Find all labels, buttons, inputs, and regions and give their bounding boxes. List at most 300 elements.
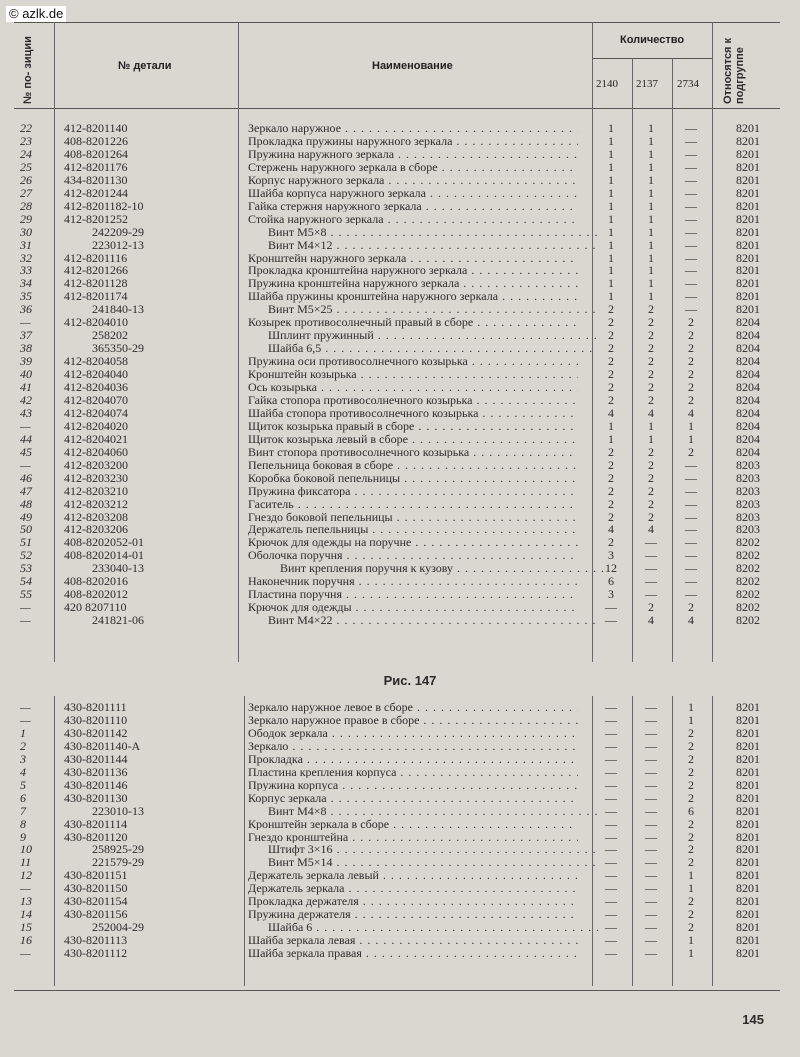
subgroup-cell: 8203: [736, 457, 760, 472]
table-row: [0, 122, 800, 135]
position-cell: 13: [20, 894, 32, 909]
table-row: [0, 908, 800, 921]
subgroup-cell: 8203: [736, 496, 760, 511]
name-cell: Пепельница боковая в сборе . . .: [248, 459, 578, 472]
part-number-cell: 223012-13: [92, 237, 144, 252]
table-row: [0, 714, 800, 727]
qty-2140-cell: —: [605, 764, 617, 779]
name-cell: Гнездо кронштейна . . .: [248, 831, 578, 844]
qty-2140-cell: 2: [608, 470, 614, 485]
qty-2137-cell: —: [645, 777, 657, 792]
table-row: [0, 290, 800, 303]
qty-2734-cell: —: [685, 133, 697, 148]
qty-2137-cell: 1: [648, 418, 654, 433]
qty-2137-cell: —: [645, 894, 657, 909]
qty-2734-cell: —: [685, 496, 697, 511]
subgroup-cell: 8201: [736, 816, 760, 831]
qty-2140-cell: 2: [608, 354, 614, 369]
qty-2734-cell: 1: [688, 868, 694, 883]
name-cell: Прокладка держателя . . .: [248, 895, 578, 908]
position-cell: 32: [20, 250, 32, 265]
qty-2140-cell: 3: [608, 548, 614, 563]
qty-2140-cell: 1: [608, 172, 614, 187]
table-row: [0, 459, 800, 472]
qty-2734-cell: 2: [688, 738, 694, 753]
qty-2734-cell: 2: [688, 816, 694, 831]
table-row: [0, 342, 800, 355]
table-row: [0, 921, 800, 934]
part-number-cell: 233040-13: [92, 561, 144, 576]
part-number-cell: 365350-29: [92, 341, 144, 356]
part-number-cell: 408-8201226: [64, 133, 128, 148]
position-cell: 41: [20, 380, 32, 394]
table-row: [0, 200, 800, 213]
qty-2734-cell: 1: [688, 946, 694, 961]
qty-2140-cell: —: [605, 725, 617, 740]
qty-2734-cell: —: [685, 121, 697, 135]
qty-2140-cell: —: [605, 894, 617, 909]
table-row: [0, 740, 800, 753]
part-number-cell: 412-8204020: [64, 418, 128, 433]
part-number-cell: 430-8201114: [64, 816, 128, 831]
table-row: [0, 511, 800, 524]
table-row: [0, 549, 800, 562]
qty-2734-cell: 2: [688, 341, 694, 356]
part-number-cell: 412-8201116: [64, 250, 128, 265]
qty-2140-cell: —: [605, 816, 617, 831]
position-cell: —: [20, 881, 31, 896]
position-cell: 42: [20, 392, 32, 407]
table-row: [0, 575, 800, 588]
qty-2140-cell: 1: [608, 289, 614, 304]
position-cell: 33: [20, 263, 32, 278]
qty-2734-cell: 1: [688, 881, 694, 896]
part-number-cell: 412-8204060: [64, 444, 128, 459]
part-number-cell: 258925-29: [92, 842, 144, 857]
qty-2734-cell: —: [685, 250, 697, 265]
qty-2140-cell: 1: [608, 185, 614, 200]
qty-2734-cell: 2: [688, 764, 694, 779]
qty-2140-cell: 2: [608, 341, 614, 356]
table-row: [0, 264, 800, 277]
qty-2140-cell: 2: [608, 392, 614, 407]
subgroup-cell: 8202: [736, 561, 760, 576]
name-cell: Прокладка пружины наружного зеркала . . .: [248, 135, 578, 148]
qty-2137-cell: —: [645, 574, 657, 589]
position-cell: 49: [20, 509, 32, 524]
name-cell: Держатель зеркала левый . . .: [248, 869, 578, 882]
qty-2734-cell: 2: [688, 842, 694, 857]
subgroup-cell: 8201: [736, 172, 760, 187]
subgroup-cell: 8201: [736, 764, 760, 779]
subgroup-cell: 8201: [736, 133, 760, 148]
name-cell: Шайба стопора противосолнечного козырька . . .: [248, 407, 578, 420]
header-position: № по- зиции: [22, 36, 34, 104]
qty-2137-cell: 2: [648, 315, 654, 330]
position-cell: 39: [20, 354, 32, 369]
table-row: [0, 934, 800, 947]
part-number-cell: 412-8203230: [64, 470, 128, 485]
qty-2137-cell: 1: [648, 172, 654, 187]
subgroup-cell: 8203: [736, 509, 760, 524]
table-row: [0, 485, 800, 498]
qty-2140-cell: —: [605, 777, 617, 792]
qty-2140-cell: 1: [608, 198, 614, 213]
qty-2140-cell: —: [605, 700, 617, 714]
qty-2137-cell: —: [645, 587, 657, 602]
position-cell: 11: [20, 855, 32, 870]
name-cell: Зеркало наружное левое в сборе . . .: [248, 701, 578, 714]
name-cell: Пружина наружного зеркала . . .: [248, 148, 578, 161]
table-row: [0, 394, 800, 407]
subgroup-cell: 8204: [736, 354, 760, 369]
qty-2734-cell: 6: [688, 803, 694, 818]
table-row: [0, 947, 800, 960]
qty-2140-cell: —: [605, 933, 617, 948]
position-cell: 5: [20, 777, 26, 792]
position-cell: 12: [20, 868, 32, 883]
position-cell: 40: [20, 367, 32, 382]
subgroup-cell: 8204: [736, 315, 760, 330]
qty-2734-cell: —: [685, 587, 697, 602]
table-row: [0, 727, 800, 740]
name-cell: Штифт 3×16 . . .: [268, 843, 598, 856]
name-cell: Пластина поручня . . .: [248, 588, 578, 601]
subgroup-cell: 8201: [736, 159, 760, 174]
qty-2734-cell: —: [685, 574, 697, 589]
table-row: [0, 843, 800, 856]
qty-2140-cell: 2: [608, 496, 614, 511]
header-top-rule: [14, 22, 780, 23]
subgroup-cell: 8201: [736, 250, 760, 265]
qty-2734-cell: —: [685, 302, 697, 317]
qty-2137-cell: 1: [648, 121, 654, 135]
subgroup-cell: 8201: [736, 725, 760, 740]
qty-2140-cell: 4: [608, 522, 614, 537]
qty-2137-cell: —: [645, 881, 657, 896]
table-row: [0, 869, 800, 882]
qty-2140-cell: —: [605, 613, 617, 628]
table-row: [0, 753, 800, 766]
position-cell: 16: [20, 933, 32, 948]
subgroup-cell: 8201: [736, 185, 760, 200]
qty-2140-cell: 3: [608, 587, 614, 602]
subgroup-cell: 8204: [736, 405, 760, 420]
qty-2137-cell: —: [645, 803, 657, 818]
subgroup-cell: 8201: [736, 289, 760, 304]
qty-2734-cell: —: [685, 535, 697, 550]
subgroup-cell: 8201: [736, 263, 760, 278]
position-cell: 25: [20, 159, 32, 174]
part-number-cell: 420 8207110: [64, 600, 127, 615]
subgroup-cell: 8201: [736, 121, 760, 135]
position-cell: 22: [20, 121, 32, 135]
table-row: [0, 792, 800, 805]
qty-2140-cell: —: [605, 855, 617, 870]
position-cell: —: [20, 712, 31, 727]
qty-2734-cell: 2: [688, 920, 694, 935]
part-number-cell: 241840-13: [92, 302, 144, 317]
name-cell: Ободок зеркала . . .: [248, 727, 578, 740]
position-cell: 15: [20, 920, 32, 935]
qty-2734-cell: 2: [688, 829, 694, 844]
qty-2734-cell: —: [685, 185, 697, 200]
position-cell: 31: [20, 237, 32, 252]
qty-2734-cell: 2: [688, 790, 694, 805]
qty-2734-cell: 1: [688, 431, 694, 446]
qty-2734-cell: 2: [688, 600, 694, 615]
name-cell: Винт M4×12 . . .: [268, 239, 598, 252]
position-cell: 45: [20, 444, 32, 459]
name-cell: Зеркало наружное . . .: [248, 122, 578, 135]
name-cell: Гаситель . . .: [248, 498, 578, 511]
subgroup-cell: 8201: [736, 933, 760, 948]
part-number-cell: 430-8201113: [64, 933, 128, 948]
table-row: [0, 562, 800, 575]
subgroup-cell: 8204: [736, 431, 760, 446]
header-part-number: № детали: [118, 60, 172, 72]
qty-2137-cell: 2: [648, 367, 654, 382]
qty-2140-cell: 2: [608, 457, 614, 472]
subgroup-cell: 8204: [736, 444, 760, 459]
qty-2734-cell: 2: [688, 894, 694, 909]
name-cell: Винт M5×25 . . .: [268, 303, 598, 316]
part-number-cell: 412-8204021: [64, 431, 128, 446]
subgroup-cell: 8202: [736, 535, 760, 550]
qty-2137-cell: 1: [648, 211, 654, 226]
qty-2140-cell: —: [605, 907, 617, 922]
qty-2137-cell: 1: [648, 276, 654, 291]
subgroup-cell: 8203: [736, 483, 760, 498]
page-bottom-rule: [14, 990, 780, 991]
table-row: [0, 368, 800, 381]
qty-2734-cell: —: [685, 159, 697, 174]
part-number-cell: 412-8203208: [64, 509, 128, 524]
name-cell: Зеркало . . .: [248, 740, 578, 753]
figure-caption: Рис. 147: [383, 673, 437, 688]
part-number-cell: 412-8204074: [64, 405, 128, 420]
table-row: [0, 701, 800, 714]
part-number-cell: 430-8201142: [64, 725, 128, 740]
subgroup-cell: 8201: [736, 224, 760, 239]
table-row: [0, 498, 800, 511]
qty-2137-cell: —: [645, 738, 657, 753]
table-row: [0, 226, 800, 239]
qty-2137-cell: —: [645, 829, 657, 844]
part-number-cell: 430-8201154: [64, 894, 128, 909]
part-number-cell: 412-8203206: [64, 522, 128, 537]
qty-2140-cell: —: [605, 868, 617, 883]
header-bottom-rule: [14, 108, 780, 109]
name-cell: Пластина крепления корпуса . . .: [248, 766, 578, 779]
qty-2137-cell: 1: [648, 289, 654, 304]
qty-2140-cell: 6: [608, 574, 614, 589]
position-cell: 29: [20, 211, 32, 226]
position-cell: 14: [20, 907, 32, 922]
position-cell: 24: [20, 146, 32, 161]
qty-2140-cell: 1: [608, 250, 614, 265]
name-cell: Шайба корпуса наружного зеркала . . .: [248, 187, 578, 200]
part-number-cell: 408-8202016: [64, 574, 128, 589]
qty-2137-cell: 1: [648, 146, 654, 161]
qty-2137-cell: —: [645, 946, 657, 961]
qty-2137-cell: 1: [648, 224, 654, 239]
name-cell: Шайба 6,5 . . .: [268, 342, 598, 355]
subgroup-cell: 8204: [736, 418, 760, 433]
name-cell: Коробка боковой пепельницы . . .: [248, 472, 578, 485]
table-row: [0, 316, 800, 329]
qty-2137-cell: —: [645, 725, 657, 740]
header-qty-2140: 2140: [596, 78, 618, 90]
qty-2140-cell: 2: [608, 535, 614, 550]
table-row: [0, 433, 800, 446]
table-row: [0, 174, 800, 187]
position-cell: 48: [20, 496, 32, 511]
table-row: [0, 831, 800, 844]
qty-2137-cell: 1: [648, 198, 654, 213]
qty-2137-cell: —: [645, 816, 657, 831]
position-cell: 46: [20, 470, 32, 485]
table-row: [0, 277, 800, 290]
qty-2140-cell: 1: [608, 263, 614, 278]
position-cell: 28: [20, 198, 32, 213]
qty-2734-cell: —: [685, 522, 697, 537]
table-row: [0, 805, 800, 818]
position-cell: 44: [20, 431, 32, 446]
qty-2734-cell: —: [685, 509, 697, 524]
name-cell: Пружина фиксатора . . .: [248, 485, 578, 498]
subgroup-cell: 8201: [736, 920, 760, 935]
qty-2137-cell: —: [645, 868, 657, 883]
subgroup-cell: 8201: [736, 198, 760, 213]
qty-2140-cell: 2: [608, 444, 614, 459]
qty-2137-cell: 4: [648, 405, 654, 420]
name-cell: Винт крепления поручня к кузову . . .: [280, 562, 610, 575]
qty-subheader-rule: [592, 58, 712, 59]
name-cell: Винт M4×8 . . .: [268, 805, 598, 818]
position-cell: 52: [20, 548, 32, 563]
table-row: [0, 187, 800, 200]
qty-2137-cell: 2: [648, 600, 654, 615]
qty-2137-cell: —: [645, 751, 657, 766]
part-number-cell: 430-8201110: [64, 712, 128, 727]
qty-2140-cell: 1: [608, 133, 614, 148]
position-cell: 3: [20, 751, 26, 766]
header-subgroup: Относятся к подгруппе: [722, 37, 746, 104]
position-cell: 53: [20, 561, 32, 576]
qty-2140-cell: —: [605, 920, 617, 935]
qty-2734-cell: —: [685, 276, 697, 291]
part-number-cell: 412-8201176: [64, 159, 128, 174]
qty-2137-cell: 2: [648, 392, 654, 407]
part-number-cell: 434-8201130: [64, 172, 128, 187]
name-cell: Держатель пепельницы . . .: [248, 523, 578, 536]
position-cell: 47: [20, 483, 32, 498]
qty-2734-cell: 2: [688, 367, 694, 382]
subgroup-cell: 8202: [736, 587, 760, 602]
qty-2140-cell: 4: [608, 405, 614, 420]
subgroup-cell: 8201: [736, 946, 760, 961]
qty-2140-cell: 2: [608, 509, 614, 524]
qty-2137-cell: —: [645, 535, 657, 550]
position-cell: 2: [20, 738, 26, 753]
table-row: [0, 472, 800, 485]
qty-2140-cell: 1: [608, 276, 614, 291]
qty-2137-cell: 2: [648, 496, 654, 511]
position-cell: 38: [20, 341, 32, 356]
part-number-cell: 242209-29: [92, 224, 144, 239]
qty-2140-cell: —: [605, 751, 617, 766]
position-cell: 23: [20, 133, 32, 148]
name-cell: Кронштейн наружного зеркала . . .: [248, 252, 578, 265]
name-cell: Щиток козырька правый в сборе . . .: [248, 420, 578, 433]
qty-2140-cell: —: [605, 738, 617, 753]
qty-2734-cell: —: [685, 470, 697, 485]
part-number-cell: 408-8202012: [64, 587, 128, 602]
part-number-cell: 430-8201156: [64, 907, 128, 922]
qty-2734-cell: —: [685, 211, 697, 226]
position-cell: 54: [20, 574, 32, 589]
table-row: [0, 161, 800, 174]
part-number-cell: 408-8202052-01: [64, 535, 144, 550]
qty-2137-cell: 2: [648, 483, 654, 498]
name-cell: Шайба пружины кронштейна наружного зеркала . . .: [248, 290, 578, 303]
name-cell: Оболочка поручня . . .: [248, 549, 578, 562]
qty-2140-cell: 2: [608, 302, 614, 317]
part-number-cell: 221579-29: [92, 855, 144, 870]
qty-2734-cell: 2: [688, 444, 694, 459]
qty-2734-cell: 2: [688, 751, 694, 766]
qty-2140-cell: 1: [608, 224, 614, 239]
part-number-cell: 430-8201146: [64, 777, 128, 792]
subgroup-cell: 8201: [736, 894, 760, 909]
name-cell: Гайка стержня наружного зеркала . . .: [248, 200, 578, 213]
qty-2137-cell: —: [645, 548, 657, 563]
subgroup-cell: 8201: [736, 302, 760, 317]
qty-2734-cell: 2: [688, 777, 694, 792]
part-number-cell: 430-8201120: [64, 829, 128, 844]
qty-2734-cell: 4: [688, 613, 694, 628]
name-cell: Кронштейн козырька . . .: [248, 368, 578, 381]
qty-2734-cell: 4: [688, 405, 694, 420]
header-name: Наименование: [372, 60, 453, 72]
qty-2734-cell: 2: [688, 392, 694, 407]
name-cell: Щиток козырька левый в сборе . . .: [248, 433, 578, 446]
subgroup-cell: 8202: [736, 600, 760, 615]
subgroup-cell: 8201: [736, 276, 760, 291]
name-cell: Гайка стопора противосолнечного козырька . . .: [248, 394, 578, 407]
subgroup-cell: 8201: [736, 790, 760, 805]
qty-2140-cell: —: [605, 829, 617, 844]
position-cell: 4: [20, 764, 26, 779]
qty-2734-cell: —: [685, 483, 697, 498]
qty-2734-cell: 1: [688, 933, 694, 948]
name-cell: Стойка наружного зеркала . . .: [248, 213, 578, 226]
qty-2137-cell: 1: [648, 133, 654, 148]
qty-2137-cell: 1: [648, 431, 654, 446]
position-cell: 26: [20, 172, 32, 187]
header-qty-2734: 2734: [677, 78, 699, 90]
table-row: [0, 523, 800, 536]
name-cell: Корпус наружного зеркала . . .: [248, 174, 578, 187]
qty-2140-cell: —: [605, 946, 617, 961]
table-row: [0, 536, 800, 549]
qty-2137-cell: —: [645, 712, 657, 727]
name-cell: Шайба зеркала левая . . .: [248, 934, 578, 947]
subgroup-cell: 8201: [736, 881, 760, 896]
qty-2140-cell: 2: [608, 367, 614, 382]
qty-2137-cell: 2: [648, 470, 654, 485]
